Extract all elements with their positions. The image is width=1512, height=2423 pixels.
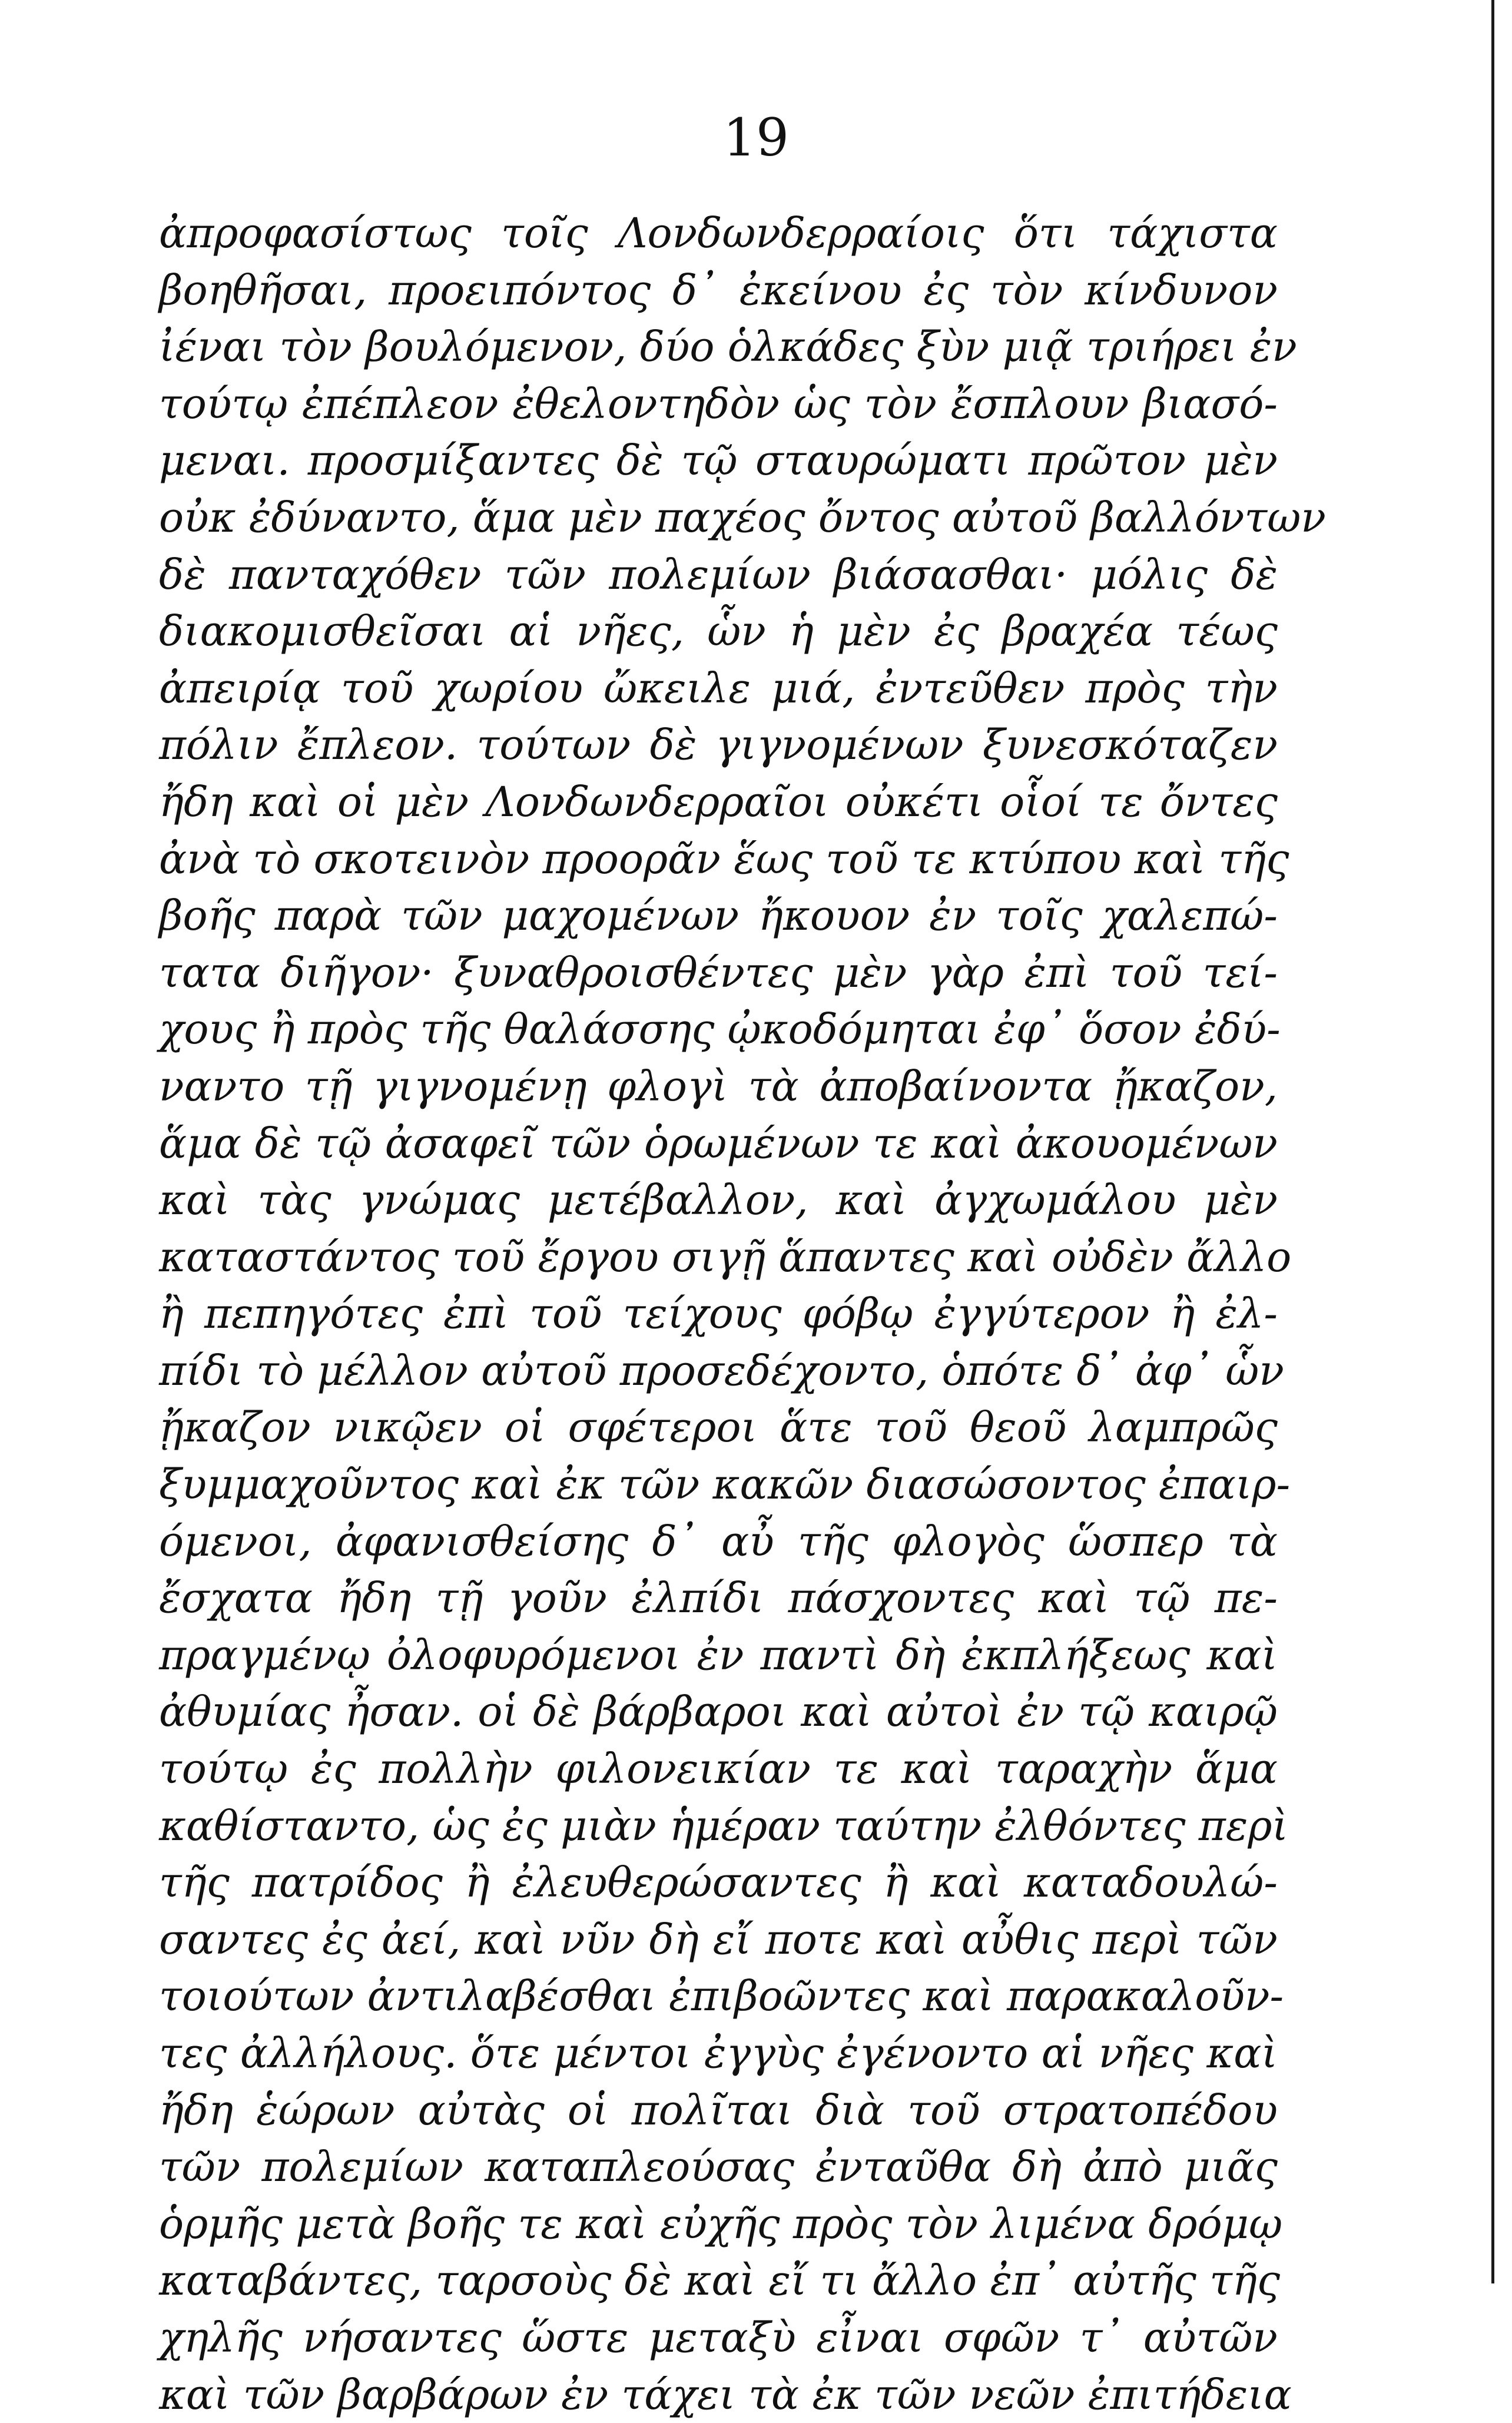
text-line: καὶ τῶν βαρβάρων ἐν τάχει τὰ ἐκ τῶν νεῶν ἐπιτήδεια [159,2370,1292,2419]
text-line: ᾔκαζον νικῷεν οἱ σφέτεροι ἅτε τοῦ θεοῦ λαμπρῶς [159,1403,1278,1452]
text-line: τούτῳ ἐπέπλεον ἐθελοντηδὸν ὡς τὸν ἔσπλουν βιασό- [159,379,1278,428]
text-line: ἀπειρίᾳ τοῦ χωρίου ὤκειλε μιά, ἐντεῦθεν πρὸς τὴν [159,664,1278,712]
text-line: τῶν πολεμίων καταπλεούσας ἐνταῦθα δὴ ἀπὸ μιᾶς [159,2143,1278,2192]
text-line: ξυμμαχοῦντος καὶ ἐκ τῶν κακῶν διασώσοντος ἐπαιρ- [159,1460,1291,1509]
text-line: καταστάντος τοῦ ἔργου σιγῇ ἅπαντες καὶ οὐδὲν ἄλλο [159,1232,1292,1281]
page-number: 19 [723,107,789,168]
text-line: ὁρμῆς μετὰ βοῆς τε καὶ εὐχῆς πρὸς τὸν λιμένα δρόμῳ [159,2199,1283,2248]
text-line: ἅμα δὲ τῷ ἀσαφεῖ τῶν ὁρωμένων τε καὶ ἀκουομένων [159,1119,1278,1168]
text-line: καὶ τὰς γνώμας μετέβαλλον, καὶ ἀγχωμάλου μὲν [159,1176,1278,1225]
text-line: καταβάντες, ταρσοὺς δὲ καὶ εἴ τι ἄλλο ἐπ᾽ αὐτῆς τῆς [159,2256,1281,2305]
page-edge-line [1491,0,1494,2283]
text-line: καθίσταντο, ὡς ἐς μιὰν ἡμέραν ταύτην ἐλθόντες περὶ [159,1801,1288,1850]
text-line: χηλῆς νήσαντες ὥστε μεταξὺ εἶναι σφῶν τ᾽ αὐτῶν [159,2313,1278,2362]
text-line: πόλιν ἔπλεον. τούτων δὲ γιγνομένων ξυνεσκόταζεν [159,721,1278,770]
text-line: ἀπροφασίστως τοῖς Λονδωνδερραίοις ὅτι τάχιστα [159,209,1278,257]
text-line: μεναι. προσμίξαντες δὲ τῷ σταυρώματι πρῶτον μὲν [159,436,1278,485]
body-text [159,205,1326,2423]
text-line: οὐκ ἐδύναντο, ἅμα μὲν παχέος ὄντος αὐτοῦ βαλλόντων [159,493,1326,542]
text-line: βοῆς παρὰ τῶν μαχομένων ἤκουον ἐν τοῖς χαλεπώ- [159,891,1278,940]
text-line: ἀθυμίας ἦσαν. οἱ δὲ βάρβαροι καὶ αὐτοὶ ἐν τῷ καιρῷ [159,1688,1278,1736]
text-line: χους ἢ πρὸς τῆς θαλάσσης ᾠκοδόμηται ἐφ᾽ ὅσον ἐδύ- [159,1005,1281,1054]
text-line: τοιούτων ἀντιλαβέσθαι ἐπιβοῶντες καὶ παρακαλοῦν- [159,1972,1284,2021]
text-line: τατα διῆγον· ξυναθροισθέντες μὲν γὰρ ἐπὶ τοῦ τεί- [159,948,1278,997]
text-line: πραγμένῳ ὀλοφυρόμενοι ἐν παντὶ δὴ ἐκπλήξεως καὶ [159,1630,1278,1679]
text-line: όμενοι, ἀφανισθείσης δ᾽ αὖ τῆς φλογὸς ὥσπερ τὰ [159,1517,1278,1566]
text-line: σαντες ἐς ἀεί, καὶ νῦν δὴ εἴ ποτε καὶ αὖθις περὶ τῶν [159,1915,1278,1964]
text-line: ἢ πεπηγότες ἐπὶ τοῦ τείχους φόβῳ ἐγγύτερον ἢ ἐλ- [159,1290,1278,1338]
text-line: ἰέναι τὸν βουλόμενον, δύο ὁλκάδες ξὺν μιᾷ τριήρει ἐν [159,323,1297,372]
text-line: βοηθῆσαι, προειπόντος δ᾽ ἐκείνου ἐς τὸν κίνδυνον [159,266,1278,314]
text-line: τῆς πατρίδος ἢ ἐλευθερώσαντες ἢ καὶ καταδουλώ- [159,1858,1278,1907]
text-line: δὲ πανταχόθεν τῶν πολεμίων βιάσασθαι· μόλις δὲ [159,550,1278,599]
text-line: ἤδη ἑώρων αὐτὰς οἱ πολῖται διὰ τοῦ στρατοπέδου [159,2086,1278,2134]
text-line: ἔσχατα ἤδη τῇ γοῦν ἐλπίδι πάσχοντες καὶ τῷ πε- [159,1574,1278,1623]
text-line: τούτῳ ἐς πολλὴν φιλονεικίαν τε καὶ ταραχὴν ἅμα [159,1745,1278,1794]
text-line: τες ἀλλήλους. ὅτε μέντοι ἐγγὺς ἐγένοντο αἱ νῆες καὶ [159,2029,1278,2077]
text-line: διακομισθεῖσαι αἱ νῆες, ὧν ἡ μὲν ἐς βραχέα τέως [159,607,1278,656]
text-line: ἤδη καὶ οἱ μὲν Λονδωνδερραῖοι οὐκέτι οἷοί τε ὄντες [159,777,1278,826]
text-line: ναντο τῇ γιγνομένῃ φλογὶ τὰ ἀποβαίνοντα ᾔκαζον, [159,1062,1278,1111]
text-line: πίδι τὸ μέλλον αὐτοῦ προσεδέχοντο, ὁπότε δ᾽ ἀφ᾽ ὧν [159,1346,1284,1395]
text-line: ἀνὰ τὸ σκοτεινὸν προορᾶν ἕως τοῦ τε κτύπου καὶ τῆς [159,834,1289,883]
